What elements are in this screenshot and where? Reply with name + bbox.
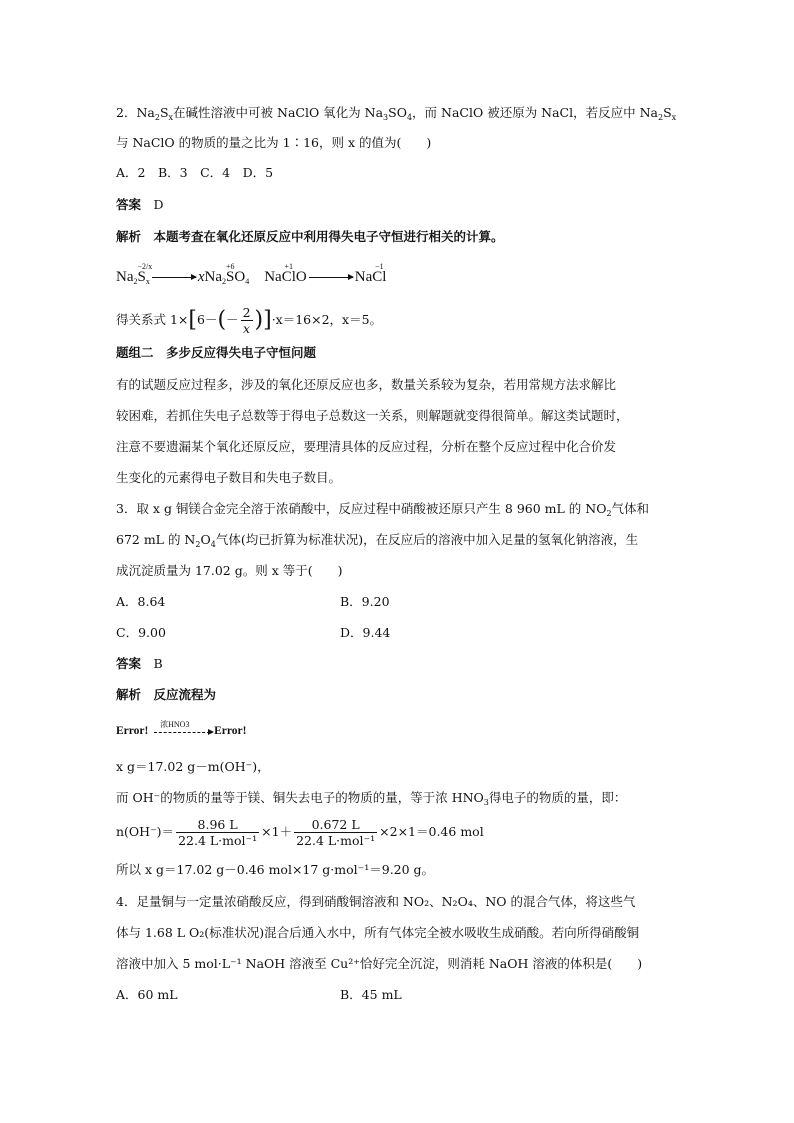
q2-line2: 与 NaClO 的物质的量之比为 1∶16，则 x 的值为( )	[116, 135, 432, 150]
arrow-icon	[309, 277, 353, 278]
group2-para-2: 较困难，若抓住失电子总数等于得电子总数这一关系，则解题就变得很简单。解这类试题时，	[116, 408, 629, 423]
q4-line1: 4．足量铜与一定量浓硝酸反应，得到硝酸铜溶液和 NO₂、N₂O₄、NO 的混合气体，将这些气	[116, 894, 636, 909]
q3-answer: 答案 B	[116, 656, 163, 671]
q2-analysis: 解析 本题考查在氧化还原反应中利用得失电子守恒进行相关的计算。	[116, 229, 504, 244]
group2-para-3: 注意不要遗漏某个氧化还原反应，要理清具体的反应过程，分析在整个反应过程中化合价发	[116, 439, 617, 454]
q3-option-c: C．9.00	[116, 625, 166, 640]
q2-options: A．2 B．3 C．4 D．5	[116, 165, 274, 180]
q4-line2: 体与 1.68 L O₂(标准状况)混合后通入水中，所有气体完全被水吸收生成硝酸。若向所得硝酸铜	[116, 925, 640, 940]
q2-relation: 得关系式 1×[6－(－ $\frac{2}{x}$ )]·x＝16×2，x＝5。	[116, 305, 383, 336]
group2-title: 题组二 多步反应得失电子守恒问题	[116, 345, 317, 360]
q2-answer: 答案 D	[116, 197, 164, 212]
q2-equation: $Na_2S$ −2/x $_x$ xNa$_2$S +6 $O_4$ NaCl +1 O NaCl −1	[116, 262, 387, 286]
group2-para-4: 生变化的元素得电子数目和失电子数目。	[116, 470, 342, 485]
q3-option-b: B．9.20	[340, 594, 390, 609]
q3-line1: 3．取 x g 铜镁合金完全溶于浓硝酸中，反应过程中硝酸被还原只产生 8 960 mL 的 $NO_2$气体和	[116, 501, 650, 518]
q3-analysis: 解析 反应流程为	[116, 687, 217, 702]
q3-calc-4: 所以 x g＝17.02 g－0.46 mol×17 g·mol⁻¹＝9.20 g。	[116, 862, 435, 877]
arrow-icon	[152, 277, 196, 278]
dashed-arrow-icon: 浓HNO3	[154, 724, 214, 738]
q3-calc-1: x g＝17.02 g－m(OH⁻)，	[116, 759, 270, 774]
q3-option-d: D．9.44	[340, 625, 391, 640]
q4-option-b: B．45 mL	[340, 987, 402, 1002]
q2-line1: 2．$Na_2S_x$在碱性溶液中可被 NaClO 氧化为 $Na_3SO_4$，而 NaClO 被还原为 NaCl，若反应中 $Na_2S_x$	[116, 105, 677, 122]
q3-option-a: A．8.64	[116, 594, 166, 609]
q3-flow: Error! 浓HNO3 Error!	[116, 720, 247, 737]
q3-line2: 672 mL 的 $N_2O_4$气体(均已折算为标准状况)，在反应后的溶液中加入足量的氢氧化钠溶液，生	[116, 532, 639, 549]
q4-line3: 溶液中加入 5 mol·L⁻¹ NaOH 溶液至 Cu²⁺恰好完全沉淀，则消耗 NaOH 溶液的体积是( )	[116, 956, 643, 971]
q3-line3: 成沉淀质量为 17.02 g。则 x 等于( )	[116, 563, 343, 578]
group2-para-1: 有的试题反应过程多，涉及的氧化还原反应也多，数量关系较为复杂，若用常规方法求解比	[116, 377, 617, 392]
q3-calc-2: 而 OH⁻的物质的量等于镁、铜失去电子的物质的量，等于浓 $HNO_3$得电子的物质的量，即：	[116, 790, 627, 807]
q3-calc-3: n(OH⁻)＝ $\frac{8.96 L}{\text{22.4 L·mol⁻¹}}$ ×1＋ $\frac{0.672 L}{\text{22.4 L·mol⁻¹}}$ ×2×1＝0.46 mol	[116, 817, 484, 848]
q4-option-a: A．60 mL	[116, 987, 178, 1002]
